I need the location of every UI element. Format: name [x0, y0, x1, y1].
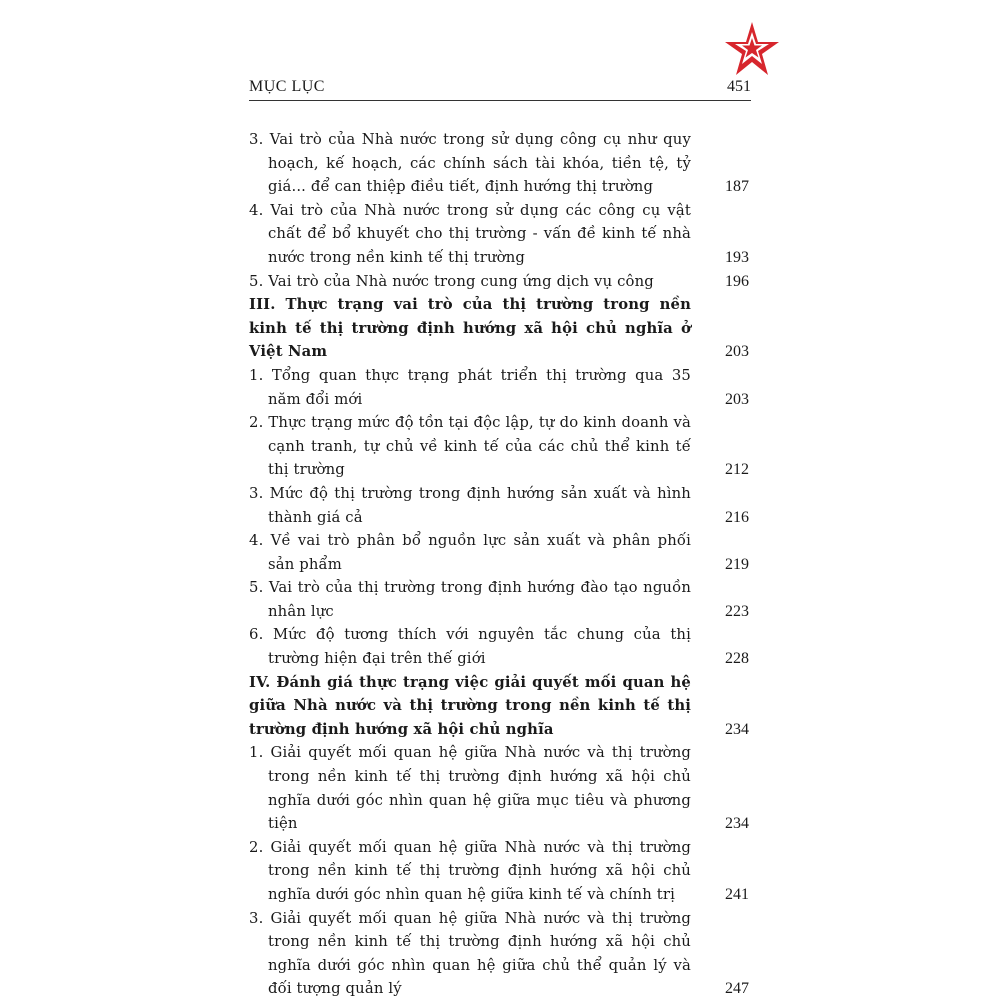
- toc-section-heading: [249, 671, 751, 742]
- toc-entry-page-number: 193: [725, 248, 749, 266]
- toc-entry: [249, 907, 751, 1001]
- toc-entry-text: 5. Vai trò của Nhà nước trong cung ứng dịch vụ công: [249, 272, 654, 290]
- toc-entry-page-number: 223: [725, 602, 749, 620]
- toc-entry: [249, 270, 751, 294]
- toc-entry-text: 1. Tổng quan thực trạng phát triển thị trường qua 35 năm đổi mới: [249, 366, 691, 408]
- toc-entry: [249, 576, 751, 623]
- toc-entry-text: 3. Giải quyết mối quan hệ giữa Nhà nước và thị trường trong nền kinh tế thị trường định hướng xã hội chủ nghĩa dưới góc nhìn quan hệ giữa chủ thể quản lý và đối tượng quản lý: [249, 909, 691, 998]
- toc-entry-page-number: 234: [725, 720, 749, 738]
- header-title: MỤC LỤC: [249, 78, 325, 95]
- toc-entry-text: 2. Thực trạng mức độ tồn tại độc lập, tự do kinh doanh và cạnh tranh, tự chủ về kinh tế của các chủ thể kinh tế thị trường: [249, 414, 691, 479]
- toc-entry: [249, 529, 751, 576]
- toc-entry-text: 2. Giải quyết mối quan hệ giữa Nhà nước và thị trường trong nền kinh tế thị trường định hướng xã hội chủ nghĩa dưới góc nhìn quan hệ giữa kinh tế và chính trị: [249, 838, 691, 903]
- toc-entry-text: 3. Mức độ thị trường trong định hướng sản xuất và hình thành giá cả: [249, 484, 691, 526]
- toc-entry-text: IV. Đánh giá thực trạng việc giải quyết mối quan hệ giữa Nhà nước và thị trường trong nền kinh tế thị trường định hướng xã hội chủ nghĩa: [249, 673, 691, 738]
- toc-entry-text: 6. Mức độ tương thích với nguyên tắc chung của thị trường hiện đại trên thế giới: [249, 626, 691, 668]
- toc-entry-page-number: 196: [725, 272, 749, 290]
- table-of-contents: [249, 128, 751, 1001]
- toc-entry: [249, 128, 751, 199]
- toc-entry-page-number: 216: [725, 508, 749, 526]
- toc-section-heading: [249, 293, 751, 364]
- toc-entry-text: 5. Vai trò của thị trường trong định hướng đào tạo nguồn nhân lực: [249, 579, 691, 620]
- toc-entry: [249, 836, 751, 907]
- publisher-star-emblem-icon: [722, 20, 782, 80]
- toc-entry-page-number: 219: [725, 555, 749, 573]
- header-page-number: 451: [727, 78, 751, 95]
- toc-entry: [249, 199, 751, 270]
- toc-entry: [249, 411, 751, 482]
- toc-entry-page-number: 203: [725, 343, 749, 361]
- toc-entry-page-number: 241: [725, 886, 749, 903]
- toc-entry: [249, 741, 751, 835]
- toc-entry-text: III. Thực trạng vai trò của thị trường trong nền kinh tế thị trường định hướng xã hội chủ nghĩa ở Việt Nam: [249, 296, 691, 361]
- toc-entry-page-number: 247: [725, 980, 749, 998]
- toc-entry-page-number: 187: [725, 178, 749, 196]
- toc-entry-text: 3. Vai trò của Nhà nước trong sử dụng công cụ như quy hoạch, kế hoạch, các chính sách tài khóa, tiền tệ, tỷ giá... để can thiệp điều tiết, định hướng thị trường: [249, 131, 691, 196]
- toc-entry-page-number: 203: [725, 390, 749, 408]
- toc-entry-text: 1. Giải quyết mối quan hệ giữa Nhà nước và thị trường trong nền kinh tế thị trường định hướng xã hội chủ nghĩa dưới góc nhìn quan hệ giữa mục tiêu và phương tiện: [249, 744, 691, 833]
- toc-entry-text: 4. Về vai trò phân bổ nguồn lực sản xuất và phân phối sản phẩm: [249, 532, 691, 573]
- toc-entry-page-number: 228: [725, 650, 749, 668]
- toc-entry: [249, 364, 751, 411]
- toc-entry-page-number: 212: [725, 461, 749, 479]
- toc-entry-text: 4. Vai trò của Nhà nước trong sử dụng các công cụ vật chất để bổ khuyết cho thị trường - vấn đề kinh tế nhà nước trong nền kinh tế thị trường: [249, 201, 691, 266]
- page-header: [249, 78, 751, 101]
- toc-entry-page-number: 234: [725, 815, 749, 833]
- toc-entry: [249, 482, 751, 529]
- toc-entry: [249, 623, 751, 670]
